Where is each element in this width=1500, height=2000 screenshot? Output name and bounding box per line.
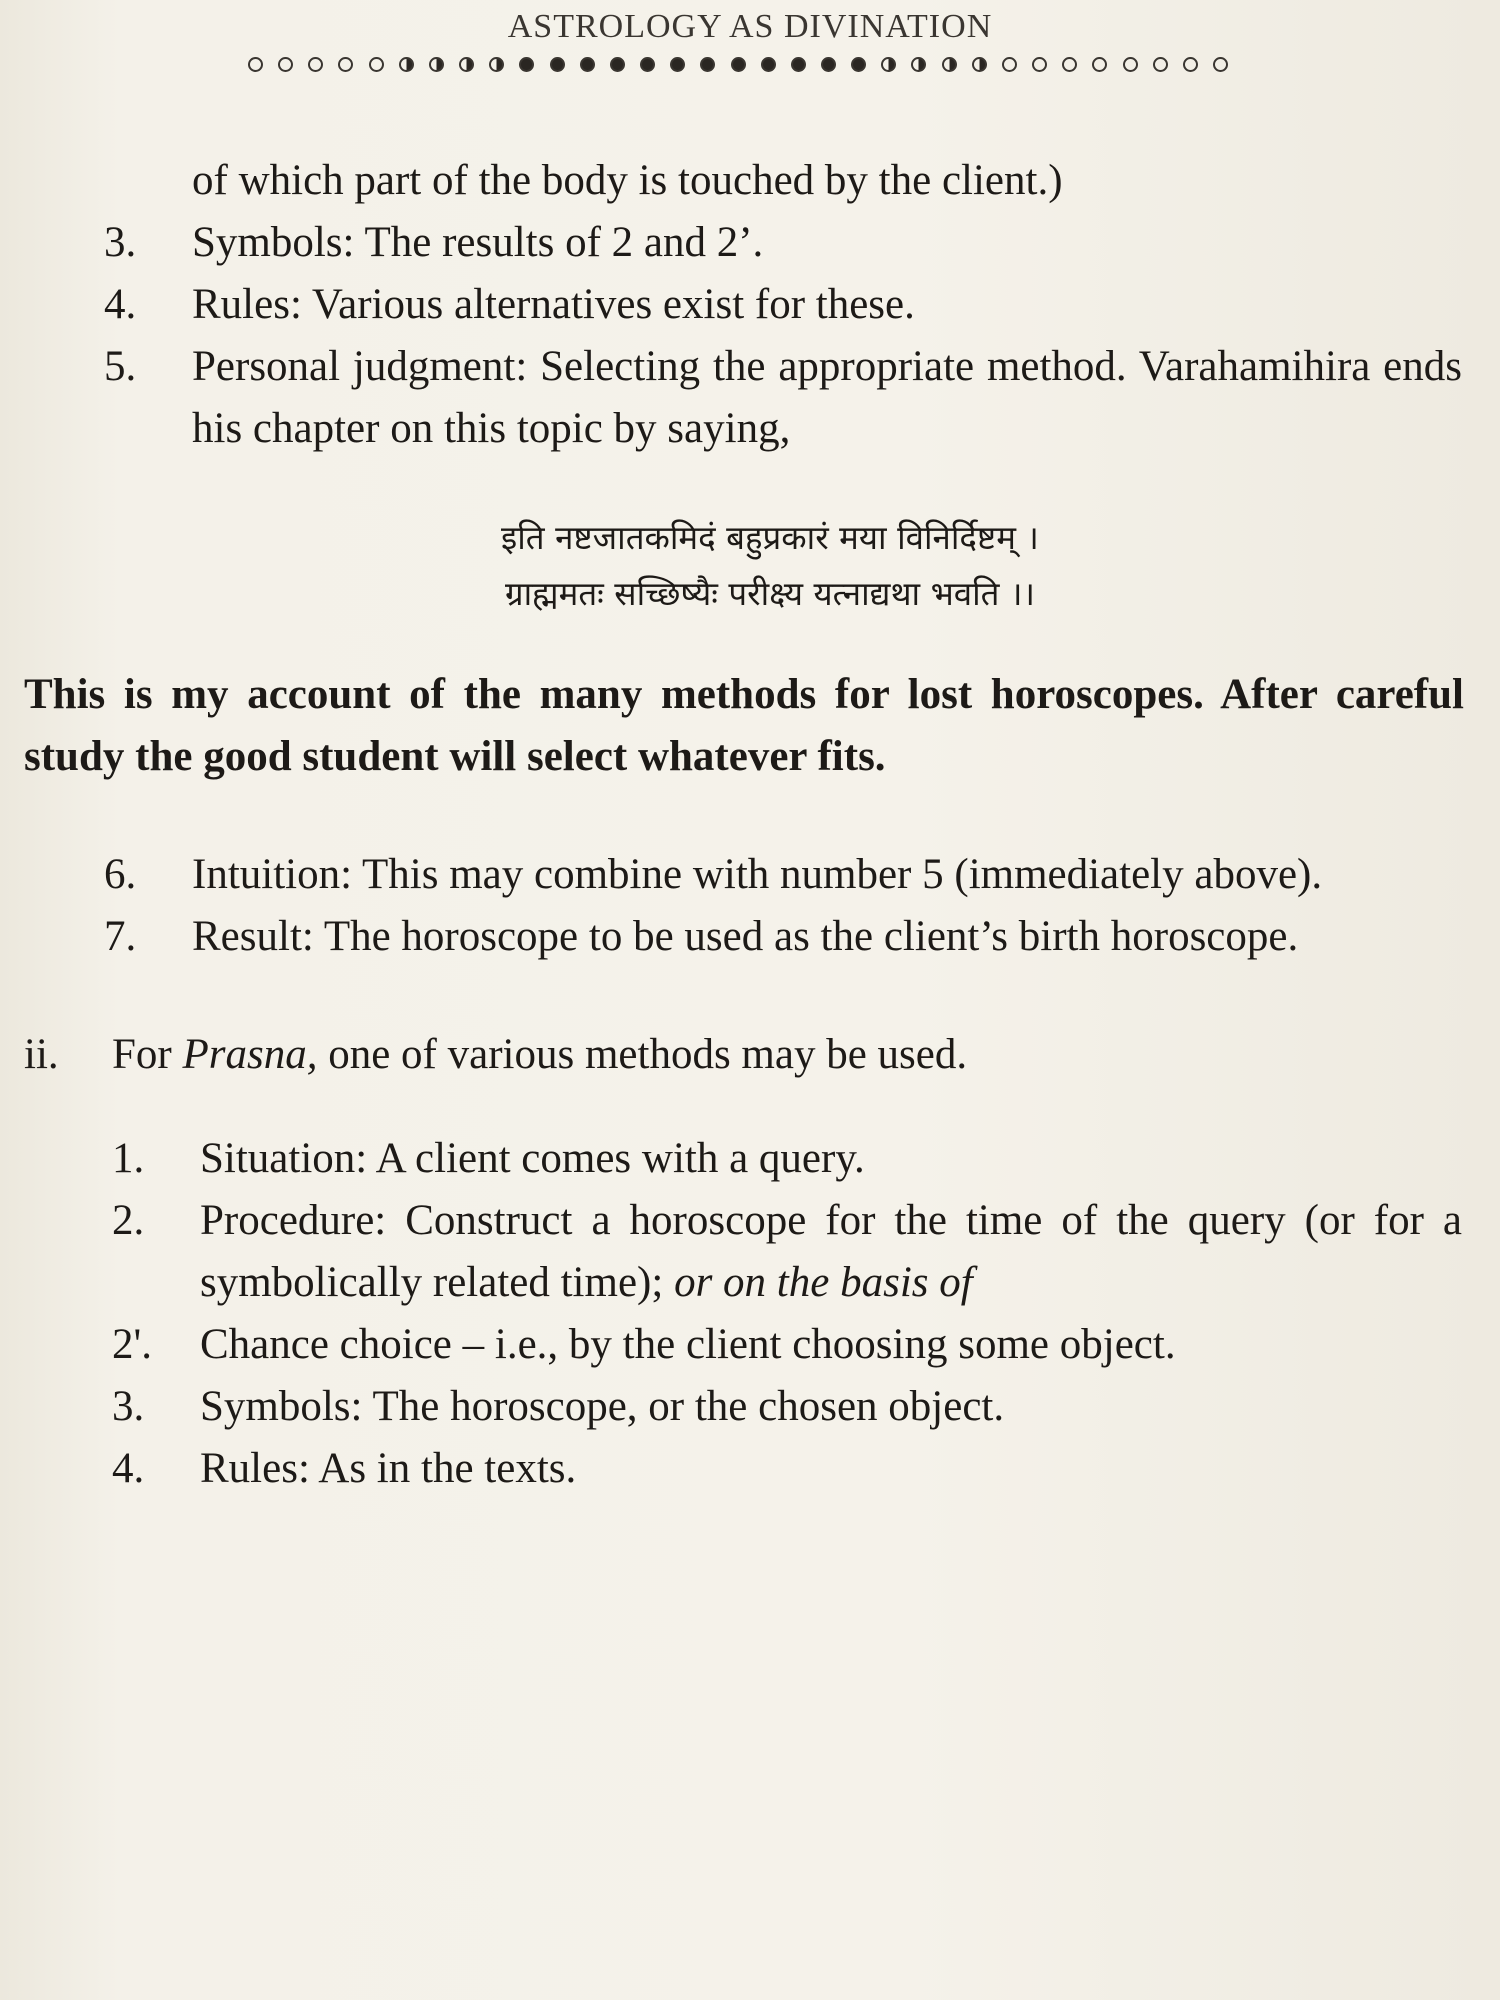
list-number: 3. — [112, 1383, 145, 1430]
list-text: Symbols: The horoscope, or the chosen object. — [200, 1383, 1005, 1430]
list-text: Result: The horoscope to be used as the client’s birth horoscope. — [192, 913, 1299, 960]
sanskrit-verse — [0, 510, 1500, 622]
running-head-title: ASTROLOGY AS DIVINATION — [507, 8, 993, 45]
list-text: Chance choice – i.e., by the client choosing some object. — [200, 1321, 1176, 1368]
list-number: 6. — [104, 851, 137, 898]
continued-text: of which part of the body is touched by the client.) — [192, 157, 1063, 204]
list-item — [0, 274, 1500, 336]
list-text: Rules: Various alternatives exist for these. — [192, 281, 915, 328]
list-number: 2. — [112, 1197, 145, 1244]
list-item — [0, 1314, 1500, 1376]
list-number: 4. — [112, 1445, 145, 1492]
list-item — [0, 1190, 1500, 1314]
list-text: Personal judgment: Selecting the appropriate method. Varahamihira ends his chapter on this topic by saying, — [192, 343, 1462, 452]
list-item — [0, 212, 1500, 274]
section-term: Prasna, — [182, 1031, 318, 1078]
list-number: 7. — [104, 913, 137, 960]
list-text: Symbols: The results of 2 and 2’. — [192, 219, 764, 266]
list-item — [0, 1438, 1500, 1500]
list-text: Intuition: This may combine with number 5 (immediately above). — [192, 851, 1323, 898]
list-text: Situation: A client comes with a query. — [200, 1135, 865, 1182]
verse-translation: This is my account of the many methods for lost horoscopes. After careful study the good student will select whatever fits. — [24, 671, 1464, 780]
list-item — [0, 844, 1500, 906]
section-ii-heading — [0, 1024, 1500, 1086]
list-number: 5. — [104, 343, 137, 390]
section-text-before: For — [112, 1031, 183, 1078]
section-text-after: one of various methods may be used. — [317, 1031, 968, 1078]
decorative-dot-rule — [248, 52, 1228, 76]
verse-line-1: इति नष्टजातकमिदं बहुप्रकारं मया विनिर्दिष्टम् । — [501, 518, 1039, 557]
section-number: ii. — [24, 1031, 59, 1078]
list-number: 4. — [104, 281, 137, 328]
list-number: 3. — [104, 219, 137, 266]
page-body — [0, 150, 1500, 1500]
list-item — [0, 336, 1500, 460]
list-item — [0, 906, 1500, 968]
list-number: 2'. — [112, 1321, 152, 1368]
list-text: Rules: As in the texts. — [200, 1445, 577, 1492]
list-item — [0, 1128, 1500, 1190]
list-number: 1. — [112, 1135, 145, 1182]
verse-line-2: ग्राह्ममतः सच्छिष्यैः परीक्ष्य यत्नाद्यथा भवति ।। — [505, 574, 1035, 613]
list-item — [0, 1376, 1500, 1438]
list-text: Procedure: Construct a horoscope for the time of the query (or for a symbolically related time); — [200, 1197, 1462, 1306]
list-text-italic: or on the basis of — [674, 1259, 973, 1306]
